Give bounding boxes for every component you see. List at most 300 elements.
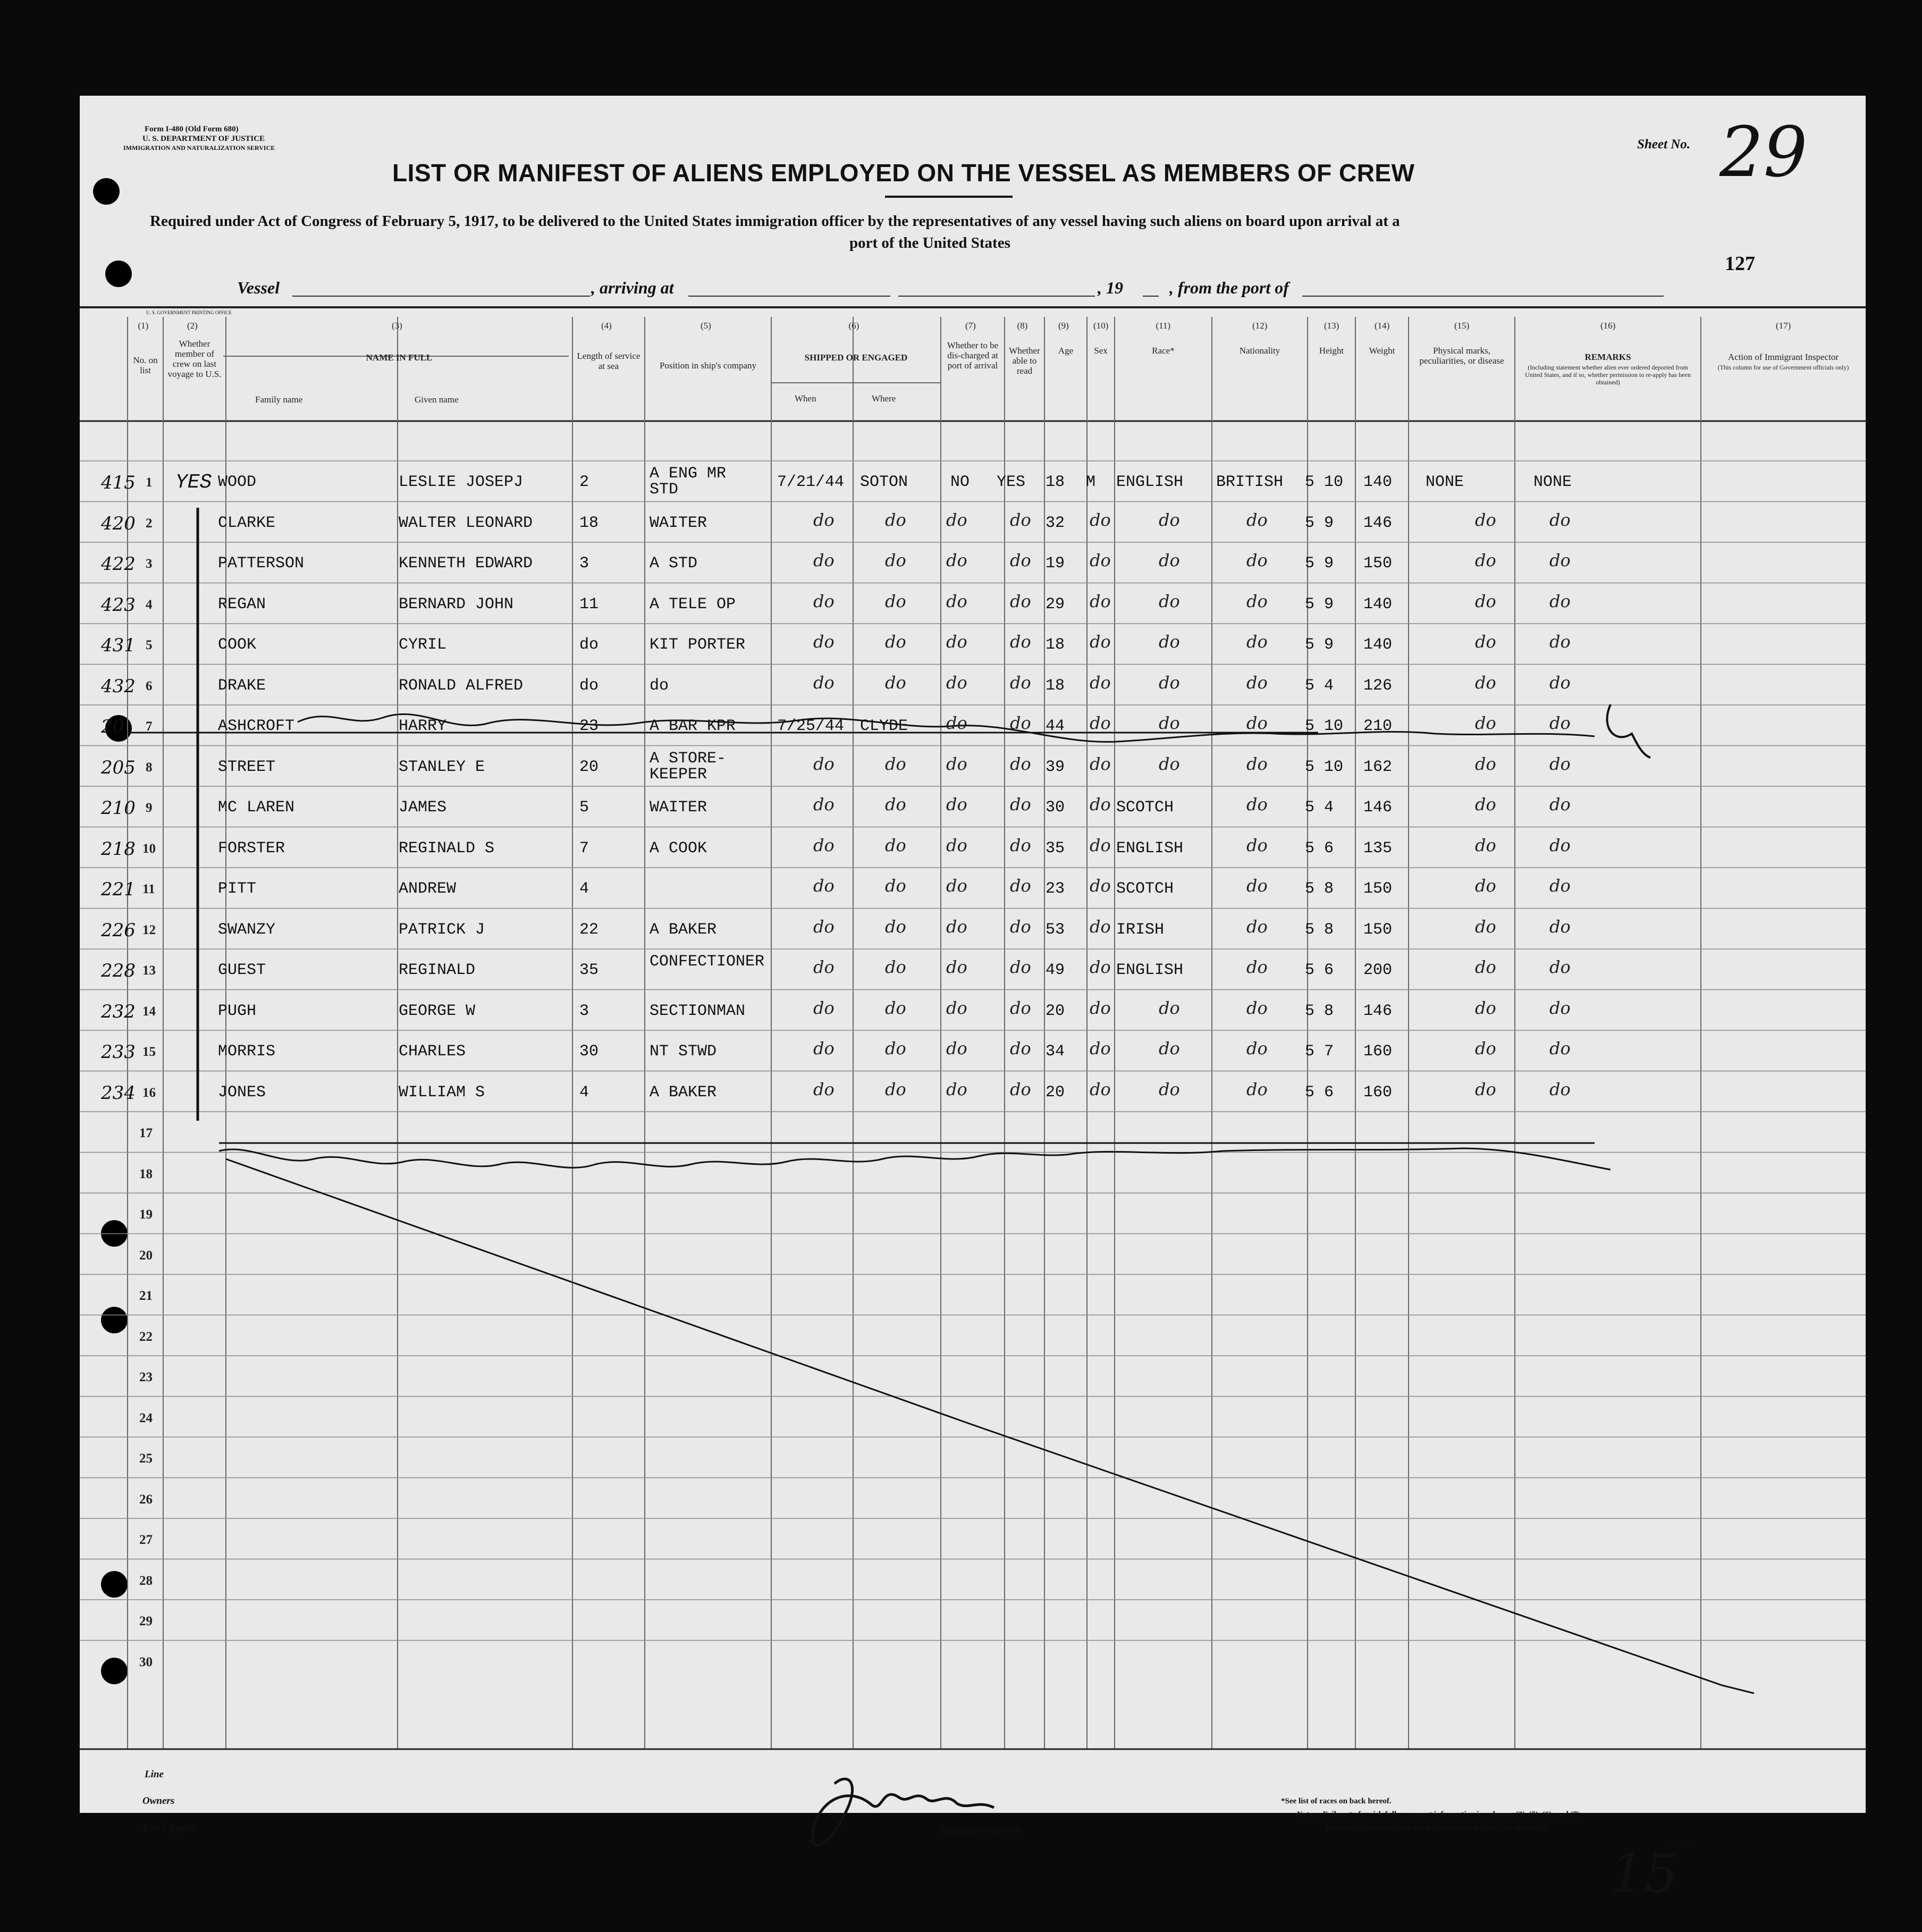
row-height: 5 10 <box>1305 758 1344 776</box>
ditto-mark: do <box>1090 916 1111 937</box>
ditto-mark: do <box>1159 509 1180 530</box>
row-service: 18 <box>579 514 599 532</box>
ditto-mark: do <box>1549 632 1571 652</box>
ditto-mark: do <box>1549 835 1571 855</box>
column-label: Whether to be dis-charged at port of arrival <box>947 340 999 371</box>
row-age: 39 <box>1046 758 1065 776</box>
row-height: 5 10 <box>1305 717 1344 735</box>
row-number: 28 <box>139 1573 153 1588</box>
ditto-mark: do <box>1246 1079 1268 1099</box>
ditto-mark: do <box>1475 753 1496 774</box>
row-mark: 234 <box>101 1082 136 1104</box>
ditto-mark: do <box>885 1038 906 1059</box>
previous-voyage: YES <box>175 471 212 494</box>
ditto-mark: do <box>1549 509 1571 530</box>
ditto-mark: do <box>1010 1079 1031 1099</box>
ditto-mark: do <box>1475 591 1496 611</box>
ditto-mark: do <box>1246 591 1268 611</box>
column-number: (12) <box>1252 321 1268 331</box>
ditto-mark: do <box>1090 957 1111 977</box>
ditto-mark: do <box>1246 794 1268 814</box>
ditto-mark: do <box>813 591 834 611</box>
row-given: REGINALD S <box>399 839 495 858</box>
row-given: HARRY <box>399 717 447 735</box>
row-service: 4 <box>579 880 589 898</box>
column-label: Age <box>1058 346 1074 356</box>
column-label: Position in ship's company <box>659 360 757 371</box>
row-service: 23 <box>579 717 599 735</box>
row-weight: 126 <box>1363 676 1393 695</box>
row-weight: 146 <box>1363 799 1393 817</box>
row-age: 32 <box>1046 514 1065 532</box>
row-service: do <box>579 636 599 654</box>
ditto-mark: do <box>1475 509 1496 530</box>
row-number: 30 <box>139 1654 153 1669</box>
row-height: 5 10 <box>1305 473 1344 491</box>
row-mark: 233 <box>101 1041 136 1063</box>
column-sublabel: Given name <box>415 394 459 405</box>
row-number: 9 <box>146 801 153 815</box>
column-label: Whether member of crew on last voyage to U.S. <box>167 339 222 379</box>
ditto-mark: do <box>1475 876 1496 896</box>
ditto-mark: do <box>885 1079 906 1099</box>
ditto-mark: do <box>1246 957 1268 977</box>
row-given: BERNARD JOHN <box>399 595 514 614</box>
ditto-mark: do <box>1010 794 1031 814</box>
row-service: do <box>579 676 599 695</box>
row-age: 20 <box>1046 1083 1065 1102</box>
column-label: NAME IN FULL <box>366 352 433 363</box>
ditto-mark: do <box>1246 997 1268 1018</box>
row-height: 5 6 <box>1305 961 1334 979</box>
ditto-mark: do <box>1010 672 1031 693</box>
subtitle-cont: port of the United States <box>849 234 1010 251</box>
ditto-mark: do <box>885 632 906 652</box>
row-family: PITT <box>218 880 257 898</box>
row-number: 19 <box>139 1207 153 1222</box>
ditto-mark: do <box>1159 1079 1180 1099</box>
column-number: (15) <box>1454 321 1470 331</box>
row-position: A COOK <box>650 839 707 858</box>
ditto-mark: do <box>1475 632 1496 652</box>
ditto-mark: do <box>1246 876 1268 896</box>
row-position: A TELE OP <box>650 595 736 614</box>
ditto-mark: do <box>1090 753 1111 774</box>
ditto-mark: do <box>885 997 906 1018</box>
ditto-mark: do <box>1159 753 1180 774</box>
ditto-mark: do <box>1549 753 1571 774</box>
races-note: *See list of races on back hereof. <box>1281 1797 1392 1805</box>
row-service: 11 <box>579 595 599 614</box>
column-number: (7) <box>965 321 976 331</box>
ditto-mark: do <box>1159 550 1180 570</box>
row-age: 18 <box>1046 473 1065 491</box>
row-service: 35 <box>579 961 599 979</box>
row-number: 6 <box>146 678 153 693</box>
row-weight: 150 <box>1363 555 1393 573</box>
column-number: (2) <box>187 321 198 331</box>
column-sublabel: Where <box>872 393 896 404</box>
row-position: WAITER <box>650 514 707 532</box>
row-position: CONFECTIONER <box>650 953 765 971</box>
row-height: 5 7 <box>1305 1043 1334 1061</box>
row-position: KIT PORTER <box>650 636 746 654</box>
row-family: PATTERSON <box>218 555 305 573</box>
row-number: 14 <box>142 1004 156 1019</box>
line-label: Line <box>145 1769 164 1780</box>
ditto-mark: do <box>1549 876 1571 896</box>
row-weight: 140 <box>1363 595 1393 614</box>
column-number: (6) <box>848 321 859 331</box>
row-given: REGINALD <box>399 961 476 979</box>
row-family: FORSTER <box>218 839 285 858</box>
penalty-note: Note.—Failure to furnish full or correct information in columns (3), (5), (6), and (7) <box>1297 1810 1580 1819</box>
ditto-mark: do <box>1010 509 1031 530</box>
inspector-signature <box>812 1779 994 1845</box>
row-number: 21 <box>139 1289 153 1303</box>
column-label: SHIPPED OR ENGAGED <box>804 352 908 363</box>
row-position: A BAKER <box>650 1083 717 1102</box>
column-label: No. on list <box>133 355 158 375</box>
ditto-mark: do <box>885 753 906 774</box>
row-service: 3 <box>579 555 589 573</box>
row-race: SCOTCH <box>1116 799 1174 817</box>
row-number: 26 <box>139 1492 153 1507</box>
row-number: 23 <box>139 1370 153 1384</box>
ditto-mark: do <box>1090 1079 1111 1099</box>
ditto-mark: do <box>1159 713 1180 733</box>
ditto-mark: do <box>1246 1038 1268 1059</box>
ditto-mark: do <box>813 550 834 570</box>
row-family: GUEST <box>218 961 266 979</box>
row-given: ANDREW <box>399 880 457 898</box>
ditto-mark: do <box>1159 1038 1180 1059</box>
row-given: CYRIL <box>399 636 447 654</box>
row-marks: NONE <box>1426 473 1464 491</box>
column-number: (8) <box>1017 321 1028 331</box>
ditto-mark: do <box>1246 835 1268 855</box>
ditto-mark: do <box>1475 957 1496 977</box>
ditto-mark: do <box>813 876 834 896</box>
ditto-mark: do <box>946 957 967 977</box>
ditto-mark: do <box>813 835 834 855</box>
row-nationality: BRITISH <box>1216 473 1284 491</box>
ditto-mark: do <box>813 957 834 977</box>
row-age: 34 <box>1046 1043 1065 1061</box>
sheet-number: 29 <box>1719 112 1808 192</box>
row-family: PUGH <box>218 1002 257 1020</box>
form-number: Form I-480 (Old Form 680) <box>145 125 239 133</box>
ditto-mark: do <box>1549 591 1571 611</box>
row-weight: 200 <box>1363 961 1393 979</box>
ditto-mark: do <box>813 632 834 652</box>
row-mark: 420 <box>101 513 136 534</box>
ditto-mark: do <box>1159 591 1180 611</box>
ditto-mark: do <box>1549 550 1571 570</box>
ditto-mark: do <box>1475 713 1496 733</box>
row-weight: 160 <box>1363 1043 1393 1061</box>
row-race: ENGLISH <box>1116 961 1184 979</box>
row-number: 24 <box>139 1410 153 1425</box>
row-age: 18 <box>1046 636 1065 654</box>
row-family: REGAN <box>218 595 266 614</box>
row-age: 44 <box>1046 717 1065 735</box>
row-mark: 423 <box>101 594 136 616</box>
ditto-mark: do <box>946 591 967 611</box>
ditto-mark: do <box>946 835 967 855</box>
ditto-mark: do <box>1010 550 1031 570</box>
arriving-label: , arriving at <box>591 278 674 297</box>
row-number: 22 <box>139 1329 153 1344</box>
ditto-mark: do <box>813 509 834 530</box>
row-weight: 135 <box>1363 839 1393 858</box>
ditto-mark: do <box>885 509 906 530</box>
row-position: do <box>650 676 669 695</box>
row-given: LESLIE JOSEPJ <box>399 473 524 491</box>
row-discharged: NO <box>950 473 970 491</box>
row-position: NT STWD <box>650 1043 717 1061</box>
row-age: 35 <box>1046 839 1065 858</box>
ditto-mark: do <box>1010 957 1031 977</box>
page-mark: 15 <box>1611 1842 1679 1904</box>
ditto-mark: do <box>1475 794 1496 814</box>
row-number: 20 <box>139 1248 153 1263</box>
ditto-mark: do <box>1090 1038 1111 1059</box>
ditto-mark: do <box>1475 1038 1496 1059</box>
row-mark: 432 <box>101 675 136 697</box>
column-number: (13) <box>1324 321 1339 331</box>
row-remarks: NONE <box>1533 473 1572 491</box>
ditto-mark: do <box>1159 632 1180 652</box>
ditto-mark: do <box>946 632 967 652</box>
ditto-mark: do <box>1090 835 1111 855</box>
ditto-mark: do <box>946 1038 967 1059</box>
row-family: MORRIS <box>218 1043 276 1061</box>
row-where: CLYDE <box>860 717 908 735</box>
row-given: WALTER LEONARD <box>399 514 533 532</box>
ditto-mark: do <box>1246 672 1268 693</box>
form-code: 16—15949 <box>1668 1839 1695 1846</box>
row-number: 29 <box>139 1614 153 1628</box>
row-number: 27 <box>139 1533 153 1547</box>
row-number: 18 <box>139 1166 153 1181</box>
subtitle: Required under Act of Congress of February 5, 1917, to be delivered to the United States immigration officer by the representatives of any vessel having such aliens on board upon arrival at a <box>150 213 1400 230</box>
row-number: 8 <box>146 760 153 775</box>
row-position: A BAKER <box>650 920 717 939</box>
row-position: A BAR KPR <box>650 717 736 735</box>
ditto-mark: do <box>1549 957 1571 977</box>
column-number: (14) <box>1375 321 1390 331</box>
row-mark: 232 <box>101 1001 136 1022</box>
row-family: WOOD <box>218 473 257 491</box>
row-weight: 150 <box>1363 880 1393 898</box>
row-family: MC LAREN <box>218 799 295 817</box>
row-position: A ENG MR STD <box>650 465 727 499</box>
row-weight: 160 <box>1363 1083 1393 1102</box>
ditto-mark: do <box>813 753 834 774</box>
row-race: SCOTCH <box>1116 880 1174 898</box>
ditto-mark: do <box>1246 632 1268 652</box>
row-when: 7/21/44 <box>777 473 845 491</box>
row-height: 5 9 <box>1305 555 1334 573</box>
row-weight: 140 <box>1363 473 1393 491</box>
row-height: 5 4 <box>1305 799 1334 817</box>
column-note: (This column for use of Government officials only) <box>1717 364 1849 371</box>
ditto-mark: do <box>1010 591 1031 611</box>
row-height: 5 8 <box>1305 1002 1334 1020</box>
row-mark: 20 <box>101 716 124 737</box>
column-number: (5) <box>701 321 711 331</box>
column-label: REMARKS <box>1584 352 1631 362</box>
ditto-mark: do <box>1475 672 1496 693</box>
ditto-mark: do <box>1090 672 1111 693</box>
row-service: 5 <box>579 799 589 817</box>
inspector-initials <box>1607 704 1650 758</box>
inspector-label: Immigrant Inspector. <box>940 1825 1024 1835</box>
row-height: 5 9 <box>1305 636 1334 654</box>
row-age: 53 <box>1046 920 1065 939</box>
row-mark: 221 <box>101 879 136 900</box>
row-family: COOK <box>218 636 257 654</box>
column-label: Weight <box>1369 346 1395 356</box>
ditto-mark: do <box>1549 713 1571 733</box>
ditto-mark: do <box>813 1038 834 1059</box>
row-service: 7 <box>579 839 589 858</box>
row-service: 4 <box>579 1083 589 1102</box>
owners-label: Owners <box>142 1795 175 1807</box>
row-family: JONES <box>218 1083 266 1102</box>
row-race: ENGLISH <box>1116 839 1184 858</box>
ditto-mark: do <box>1246 916 1268 937</box>
ditto-mark: do <box>1090 509 1111 530</box>
ditto-mark: do <box>1010 753 1031 774</box>
row-given: WILLIAM S <box>399 1083 485 1102</box>
ditto-mark: do <box>1090 591 1111 611</box>
ditto-mark: do <box>946 550 967 570</box>
row-service: 20 <box>579 758 599 776</box>
row-service: 22 <box>579 920 599 939</box>
ditto-mark: do <box>1475 916 1496 937</box>
column-number: (11) <box>1156 321 1171 331</box>
ditto-mark: do <box>946 753 967 774</box>
row-weight: 150 <box>1363 920 1393 939</box>
row-number: 13 <box>142 963 156 978</box>
ditto-mark: do <box>1090 713 1111 733</box>
row-number: 2 <box>146 516 153 531</box>
row-number: 10 <box>142 841 156 856</box>
ditto-mark: do <box>813 916 834 937</box>
row-mark: 205 <box>101 757 136 778</box>
row-height: 5 9 <box>1305 514 1334 532</box>
row-age: 30 <box>1046 799 1065 817</box>
row-number: 5 <box>146 638 153 652</box>
column-label: Height <box>1319 346 1344 356</box>
column-number: (16) <box>1600 321 1616 331</box>
row-height: 5 8 <box>1305 920 1334 939</box>
row-height: 5 8 <box>1305 880 1334 898</box>
column-sublabel: Family name <box>255 394 303 405</box>
column-note: (Including statement whether alien ever ordered deported from United States, and if so, whether permission to re-apply has been obtained) <box>1525 364 1691 386</box>
ditto-mark: do <box>885 835 906 855</box>
department: U. S. DEPARTMENT OF JUSTICE <box>142 135 265 143</box>
ditto-mark: do <box>813 672 834 693</box>
penalty-note-cont: is punishable by a fine of ten dollars for each alien. See other side. <box>1326 1824 1549 1832</box>
ditto-mark: do <box>885 672 906 693</box>
ditto-mark: do <box>1549 997 1571 1018</box>
row-position: A STORE-KEEPER <box>650 749 727 784</box>
row-position: SECTIONMAN <box>650 1002 746 1020</box>
row-race: IRISH <box>1116 920 1165 939</box>
row-position: A STD <box>650 555 698 573</box>
ditto-mark: do <box>946 713 967 733</box>
row-number: 12 <box>142 922 156 937</box>
row-number: 15 <box>142 1045 156 1059</box>
column-label: Physical marks, peculiarities, or disease <box>1419 346 1504 366</box>
row-sex: M <box>1086 473 1096 491</box>
row-read: YES <box>997 473 1026 491</box>
row-number: 1 <box>146 475 153 490</box>
ditto-mark: do <box>946 997 967 1018</box>
row-weight: 146 <box>1363 514 1393 532</box>
ditto-mark: do <box>1010 997 1031 1018</box>
ditto-mark: do <box>1090 794 1111 814</box>
row-height: 5 4 <box>1305 676 1334 695</box>
ditto-mark: do <box>1475 835 1496 855</box>
title: LIST OR MANIFEST OF ALIENS EMPLOYED ON THE VESSEL AS MEMBERS OF CREW <box>392 159 1415 187</box>
from-port-label: , from the port of <box>1169 278 1289 297</box>
row-number: 4 <box>146 597 153 612</box>
row-age: 29 <box>1046 595 1065 614</box>
column-number: (4) <box>601 321 612 331</box>
row-weight: 210 <box>1363 717 1393 735</box>
ditto-mark: do <box>1010 876 1031 896</box>
ditto-mark: do <box>1090 997 1111 1018</box>
ditto-mark: do <box>885 591 906 611</box>
ditto-mark: do <box>1010 713 1031 733</box>
ditto-mark: do <box>1090 876 1111 896</box>
ditto-mark: do <box>813 997 834 1018</box>
row-family: CLARKE <box>218 514 276 532</box>
ditto-mark: do <box>946 672 967 693</box>
row-where: SOTON <box>860 473 908 491</box>
row-age: 23 <box>1046 880 1065 898</box>
column-number: (3) <box>392 321 402 331</box>
row-family: ASHCROFT <box>218 717 295 735</box>
service: IMMIGRATION AND NATURALIZATION SERVICE <box>123 144 275 152</box>
row-given: GEORGE W <box>399 1002 476 1020</box>
ditto-mark: do <box>885 916 906 937</box>
ditto-mark: do <box>1549 794 1571 814</box>
column-label: Nationality <box>1239 346 1280 356</box>
ditto-mark: do <box>946 1079 967 1099</box>
ditto-mark: do <box>885 876 906 896</box>
row-race: ENGLISH <box>1116 473 1184 491</box>
row-mark: 228 <box>101 960 136 981</box>
column-sublabel: When <box>795 393 816 404</box>
row-family: STREET <box>218 758 276 776</box>
year-label: , 19 <box>1098 278 1123 297</box>
row-given: RONALD ALFRED <box>399 676 524 695</box>
row-number: 17 <box>139 1126 153 1140</box>
ditto-mark: do <box>1549 916 1571 937</box>
ditto-mark: do <box>885 794 906 814</box>
row-mark: 210 <box>101 797 136 819</box>
ditto-mark: do <box>1549 1038 1571 1059</box>
ditto-mark: do <box>1475 997 1496 1018</box>
row-age: 49 <box>1046 961 1065 979</box>
row-age: 18 <box>1046 676 1065 695</box>
row-family: DRAKE <box>218 676 266 695</box>
